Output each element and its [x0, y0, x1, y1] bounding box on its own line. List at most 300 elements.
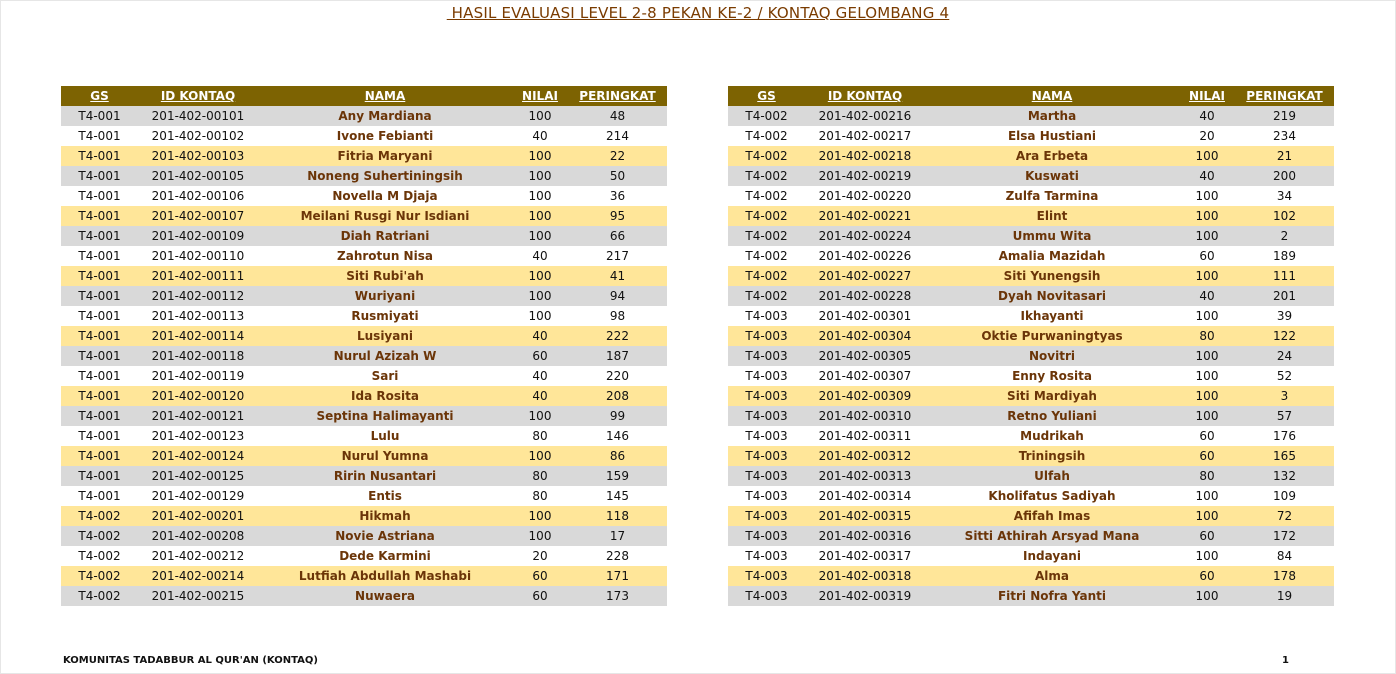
cell-nama: Fitria Maryani [258, 146, 512, 166]
cell-nama: Entis [258, 486, 512, 506]
cell-nama: Noneng Suhertiningsih [258, 166, 512, 186]
cell-nama: Oktie Purwaningtyas [925, 326, 1179, 346]
col-header-peringkat: PERINGKAT [568, 86, 667, 106]
table-row [61, 246, 667, 266]
cell-peringkat: 98 [568, 306, 667, 326]
cell-id-kontaq: 201-402-00319 [805, 586, 925, 606]
cell-nilai: 100 [1179, 586, 1235, 606]
cell-gs: T4-002 [728, 186, 805, 206]
cell-peringkat: 22 [568, 146, 667, 166]
cell-nama: Lutfiah Abdullah Mashabi [258, 566, 512, 586]
cell-gs: T4-003 [728, 366, 805, 386]
cell-peringkat: 200 [1235, 166, 1334, 186]
table-row [61, 426, 667, 446]
cell-nilai: 100 [512, 406, 568, 426]
cell-nilai: 60 [1179, 246, 1235, 266]
table-row [61, 506, 667, 526]
cell-id-kontaq: 201-402-00315 [805, 506, 925, 526]
cell-nama: Diah Ratriani [258, 226, 512, 246]
cell-nama: Any Mardiana [258, 106, 512, 126]
cell-id-kontaq: 201-402-00305 [805, 346, 925, 366]
cell-peringkat: 173 [568, 586, 667, 606]
cell-nilai: 100 [1179, 306, 1235, 326]
cell-gs: T4-001 [61, 106, 138, 126]
table-row [728, 166, 1334, 186]
col-header-nama: NAMA [258, 86, 512, 106]
col-header-peringkat: PERINGKAT [1235, 86, 1334, 106]
cell-nilai: 80 [1179, 466, 1235, 486]
cell-id-kontaq: 201-402-00114 [138, 326, 258, 346]
cell-nilai: 40 [1179, 166, 1235, 186]
cell-gs: T4-001 [61, 186, 138, 206]
cell-id-kontaq: 201-402-00201 [138, 506, 258, 526]
cell-nama: Elint [925, 206, 1179, 226]
cell-gs: T4-002 [728, 246, 805, 266]
cell-gs: T4-001 [61, 266, 138, 286]
cell-gs: T4-001 [61, 386, 138, 406]
cell-id-kontaq: 201-402-00227 [805, 266, 925, 286]
cell-id-kontaq: 201-402-00311 [805, 426, 925, 446]
cell-peringkat: 189 [1235, 246, 1334, 266]
col-header-nilai: NILAI [1179, 86, 1235, 106]
cell-peringkat: 222 [568, 326, 667, 346]
cell-nama: Fitri Nofra Yanti [925, 586, 1179, 606]
cell-nama: Kuswati [925, 166, 1179, 186]
cell-id-kontaq: 201-402-00125 [138, 466, 258, 486]
cell-nama: Nurul Yumna [258, 446, 512, 466]
cell-peringkat: 84 [1235, 546, 1334, 566]
cell-nama: Meilani Rusgi Nur Isdiani [258, 206, 512, 226]
cell-nama: Hikmah [258, 506, 512, 526]
cell-peringkat: 201 [1235, 286, 1334, 306]
table-row [728, 526, 1334, 546]
cell-id-kontaq: 201-402-00102 [138, 126, 258, 146]
cell-peringkat: 2 [1235, 226, 1334, 246]
cell-gs: T4-001 [61, 246, 138, 266]
cell-gs: T4-003 [728, 406, 805, 426]
cell-gs: T4-003 [728, 326, 805, 346]
cell-nilai: 20 [1179, 126, 1235, 146]
cell-id-kontaq: 201-402-00109 [138, 226, 258, 246]
cell-gs: T4-001 [61, 486, 138, 506]
cell-gs: T4-003 [728, 546, 805, 566]
cell-id-kontaq: 201-402-00224 [805, 226, 925, 246]
cell-nama: Retno Yuliani [925, 406, 1179, 426]
col-header-nilai: NILAI [512, 86, 568, 106]
cell-nama: Ida Rosita [258, 386, 512, 406]
cell-nilai: 100 [1179, 406, 1235, 426]
cell-nama: Sari [258, 366, 512, 386]
cell-peringkat: 219 [1235, 106, 1334, 126]
cell-nama: Triningsih [925, 446, 1179, 466]
cell-id-kontaq: 201-402-00219 [805, 166, 925, 186]
cell-nilai: 40 [512, 246, 568, 266]
cell-id-kontaq: 201-402-00103 [138, 146, 258, 166]
cell-nilai: 80 [512, 426, 568, 446]
cell-peringkat: 145 [568, 486, 667, 506]
cell-nama: Sitti Athirah Arsyad Mana [925, 526, 1179, 546]
cell-gs: T4-001 [61, 446, 138, 466]
cell-id-kontaq: 201-402-00226 [805, 246, 925, 266]
cell-nilai: 40 [512, 366, 568, 386]
cell-id-kontaq: 201-402-00304 [805, 326, 925, 346]
cell-nilai: 60 [512, 586, 568, 606]
cell-peringkat: 217 [568, 246, 667, 266]
cell-gs: T4-001 [61, 166, 138, 186]
cell-nilai: 60 [1179, 526, 1235, 546]
cell-peringkat: 95 [568, 206, 667, 226]
cell-gs: T4-001 [61, 126, 138, 146]
cell-id-kontaq: 201-402-00310 [805, 406, 925, 426]
table-row [61, 286, 667, 306]
cell-gs: T4-001 [61, 306, 138, 326]
cell-nama: Ummu Wita [925, 226, 1179, 246]
cell-nilai: 80 [1179, 326, 1235, 346]
table-header-row [728, 86, 1334, 106]
cell-peringkat: 52 [1235, 366, 1334, 386]
cell-peringkat: 86 [568, 446, 667, 466]
cell-id-kontaq: 201-402-00106 [138, 186, 258, 206]
footer-organization: KOMUNITAS TADABBUR AL QUR'AN (KONTAQ) [63, 655, 318, 666]
cell-nilai: 60 [512, 346, 568, 366]
cell-peringkat: 21 [1235, 146, 1334, 166]
cell-nama: Ikhayanti [925, 306, 1179, 326]
col-header-id-kontaq: ID KONTAQ [138, 86, 258, 106]
cell-id-kontaq: 201-402-00110 [138, 246, 258, 266]
cell-id-kontaq: 201-402-00318 [805, 566, 925, 586]
cell-nama: Novella M Djaja [258, 186, 512, 206]
table-row [61, 466, 667, 486]
cell-id-kontaq: 201-402-00218 [805, 146, 925, 166]
cell-peringkat: 102 [1235, 206, 1334, 226]
table-row [728, 406, 1334, 426]
cell-gs: T4-002 [728, 166, 805, 186]
cell-peringkat: 94 [568, 286, 667, 306]
cell-nilai: 100 [1179, 366, 1235, 386]
cell-nama: Kholifatus Sadiyah [925, 486, 1179, 506]
cell-nama: Siti Rubi'ah [258, 266, 512, 286]
table-row [728, 286, 1334, 306]
cell-gs: T4-003 [728, 506, 805, 526]
table-row [728, 106, 1334, 126]
page-title: HASIL EVALUASI LEVEL 2-8 PEKAN KE-2 / KONTAQ GELOMBANG 4 [446, 4, 950, 22]
page-number: 1 [1282, 655, 1289, 666]
cell-peringkat: 220 [568, 366, 667, 386]
cell-gs: T4-003 [728, 566, 805, 586]
table-row [61, 346, 667, 366]
cell-peringkat: 146 [568, 426, 667, 446]
cell-peringkat: 208 [568, 386, 667, 406]
cell-id-kontaq: 201-402-00309 [805, 386, 925, 406]
cell-peringkat: 171 [568, 566, 667, 586]
cell-gs: T4-001 [61, 346, 138, 366]
cell-nilai: 60 [1179, 446, 1235, 466]
cell-gs: T4-001 [61, 206, 138, 226]
table-row [61, 586, 667, 606]
cell-id-kontaq: 201-402-00221 [805, 206, 925, 226]
cell-nilai: 100 [512, 146, 568, 166]
cell-gs: T4-001 [61, 226, 138, 246]
cell-gs: T4-003 [728, 306, 805, 326]
cell-nama: Martha [925, 106, 1179, 126]
cell-nilai: 100 [512, 306, 568, 326]
cell-nama: Ivone Febianti [258, 126, 512, 146]
table-row [61, 206, 667, 226]
cell-nama: Septina Halimayanti [258, 406, 512, 426]
col-header-gs: GS [728, 86, 805, 106]
cell-nama: Elsa Hustiani [925, 126, 1179, 146]
right-table-body [728, 106, 1334, 606]
cell-peringkat: 214 [568, 126, 667, 146]
table-row [728, 366, 1334, 386]
table-row [61, 386, 667, 406]
cell-gs: T4-002 [61, 566, 138, 586]
table-row [728, 226, 1334, 246]
cell-nama: Amalia Mazidah [925, 246, 1179, 266]
col-header-gs: GS [61, 86, 138, 106]
right-results-table [728, 86, 1334, 606]
cell-gs: T4-002 [728, 226, 805, 246]
cell-nilai: 100 [512, 526, 568, 546]
table-row [61, 186, 667, 206]
cell-nilai: 100 [512, 506, 568, 526]
cell-nama: Nurul Azizah W [258, 346, 512, 366]
cell-id-kontaq: 201-402-00124 [138, 446, 258, 466]
cell-nama: Lulu [258, 426, 512, 446]
cell-gs: T4-002 [728, 126, 805, 146]
cell-id-kontaq: 201-402-00118 [138, 346, 258, 366]
cell-gs: T4-001 [61, 366, 138, 386]
cell-peringkat: 159 [568, 466, 667, 486]
cell-gs: T4-002 [728, 206, 805, 226]
cell-id-kontaq: 201-402-00317 [805, 546, 925, 566]
cell-nilai: 100 [1179, 486, 1235, 506]
table-row [61, 486, 667, 506]
cell-peringkat: 24 [1235, 346, 1334, 366]
cell-id-kontaq: 201-402-00208 [138, 526, 258, 546]
cell-gs: T4-002 [61, 506, 138, 526]
cell-peringkat: 48 [568, 106, 667, 126]
cell-nama: Siti Yunengsih [925, 266, 1179, 286]
cell-nama: Zulfa Tarmina [925, 186, 1179, 206]
cell-gs: T4-001 [61, 286, 138, 306]
cell-gs: T4-003 [728, 466, 805, 486]
cell-nama: Alma [925, 566, 1179, 586]
cell-nama: Ulfah [925, 466, 1179, 486]
table-row [61, 546, 667, 566]
cell-peringkat: 111 [1235, 266, 1334, 286]
cell-peringkat: 57 [1235, 406, 1334, 426]
cell-nama: Siti Mardiyah [925, 386, 1179, 406]
table-row [61, 566, 667, 586]
table-row [728, 566, 1334, 586]
table-row [728, 586, 1334, 606]
cell-id-kontaq: 201-402-00307 [805, 366, 925, 386]
cell-gs: T4-003 [728, 586, 805, 606]
table-row [61, 306, 667, 326]
cell-id-kontaq: 201-402-00107 [138, 206, 258, 226]
table-row [728, 146, 1334, 166]
cell-id-kontaq: 201-402-00313 [805, 466, 925, 486]
cell-nama: Mudrikah [925, 426, 1179, 446]
cell-gs: T4-003 [728, 346, 805, 366]
table-row [728, 186, 1334, 206]
cell-nilai: 40 [512, 126, 568, 146]
cell-id-kontaq: 201-402-00105 [138, 166, 258, 186]
cell-nama: Dede Karmini [258, 546, 512, 566]
cell-peringkat: 19 [1235, 586, 1334, 606]
cell-peringkat: 50 [568, 166, 667, 186]
left-table-body [61, 106, 667, 606]
cell-gs: T4-003 [728, 486, 805, 506]
cell-peringkat: 17 [568, 526, 667, 546]
table-header-row [61, 86, 667, 106]
cell-id-kontaq: 201-402-00112 [138, 286, 258, 306]
cell-gs: T4-003 [728, 386, 805, 406]
table-row [728, 326, 1334, 346]
cell-id-kontaq: 201-402-00301 [805, 306, 925, 326]
cell-gs: T4-003 [728, 446, 805, 466]
cell-id-kontaq: 201-402-00212 [138, 546, 258, 566]
cell-gs: T4-002 [61, 526, 138, 546]
cell-nilai: 100 [1179, 346, 1235, 366]
cell-id-kontaq: 201-402-00216 [805, 106, 925, 126]
cell-nama: Enny Rosita [925, 366, 1179, 386]
cell-gs: T4-002 [728, 146, 805, 166]
table-row [61, 166, 667, 186]
cell-nama: Lusiyani [258, 326, 512, 346]
cell-gs: T4-001 [61, 146, 138, 166]
cell-id-kontaq: 201-402-00111 [138, 266, 258, 286]
cell-nama: Novie Astriana [258, 526, 512, 546]
table-row [61, 406, 667, 426]
cell-nilai: 40 [1179, 286, 1235, 306]
cell-peringkat: 187 [568, 346, 667, 366]
cell-nilai: 40 [1179, 106, 1235, 126]
cell-id-kontaq: 201-402-00228 [805, 286, 925, 306]
cell-id-kontaq: 201-402-00316 [805, 526, 925, 546]
table-row [728, 506, 1334, 526]
cell-nilai: 100 [512, 226, 568, 246]
table-row [728, 446, 1334, 466]
cell-peringkat: 39 [1235, 306, 1334, 326]
cell-nilai: 40 [512, 326, 568, 346]
cell-id-kontaq: 201-402-00214 [138, 566, 258, 586]
cell-nilai: 100 [512, 286, 568, 306]
table-row [61, 326, 667, 346]
cell-nilai: 100 [1179, 186, 1235, 206]
table-row [728, 346, 1334, 366]
cell-gs: T4-002 [728, 286, 805, 306]
cell-nilai: 100 [1179, 546, 1235, 566]
cell-id-kontaq: 201-402-00113 [138, 306, 258, 326]
cell-gs: T4-001 [61, 406, 138, 426]
table-row [61, 526, 667, 546]
cell-peringkat: 3 [1235, 386, 1334, 406]
cell-peringkat: 178 [1235, 566, 1334, 586]
cell-id-kontaq: 201-402-00312 [805, 446, 925, 466]
cell-peringkat: 109 [1235, 486, 1334, 506]
cell-nilai: 60 [1179, 426, 1235, 446]
col-header-id-kontaq: ID KONTAQ [805, 86, 925, 106]
cell-nilai: 100 [1179, 226, 1235, 246]
cell-peringkat: 172 [1235, 526, 1334, 546]
table-row [728, 426, 1334, 446]
cell-peringkat: 132 [1235, 466, 1334, 486]
cell-peringkat: 234 [1235, 126, 1334, 146]
cell-nama: Indayani [925, 546, 1179, 566]
cell-nilai: 100 [512, 206, 568, 226]
table-row [61, 126, 667, 146]
table-row [728, 246, 1334, 266]
col-header-nama: NAMA [925, 86, 1179, 106]
cell-id-kontaq: 201-402-00129 [138, 486, 258, 506]
cell-id-kontaq: 201-402-00121 [138, 406, 258, 426]
cell-nilai: 100 [1179, 206, 1235, 226]
cell-gs: T4-003 [728, 526, 805, 546]
cell-nilai: 100 [512, 186, 568, 206]
cell-nilai: 100 [1179, 146, 1235, 166]
table-row [61, 146, 667, 166]
cell-peringkat: 66 [568, 226, 667, 246]
table-row [728, 126, 1334, 146]
cell-nilai: 60 [1179, 566, 1235, 586]
table-row [61, 266, 667, 286]
table-row [728, 546, 1334, 566]
table-row [61, 106, 667, 126]
cell-nilai: 100 [512, 106, 568, 126]
cell-nama: Ara Erbeta [925, 146, 1179, 166]
cell-nilai: 100 [1179, 506, 1235, 526]
cell-nilai: 100 [512, 446, 568, 466]
cell-nama: Zahrotun Nisa [258, 246, 512, 266]
cell-nama: Ririn Nusantari [258, 466, 512, 486]
cell-nilai: 100 [512, 166, 568, 186]
cell-gs: T4-002 [61, 586, 138, 606]
cell-peringkat: 72 [1235, 506, 1334, 526]
table-row [61, 226, 667, 246]
cell-id-kontaq: 201-402-00217 [805, 126, 925, 146]
cell-id-kontaq: 201-402-00101 [138, 106, 258, 126]
cell-nilai: 80 [512, 466, 568, 486]
cell-nama: Novitri [925, 346, 1179, 366]
cell-id-kontaq: 201-402-00220 [805, 186, 925, 206]
cell-gs: T4-001 [61, 426, 138, 446]
cell-nama: Rusmiyati [258, 306, 512, 326]
cell-peringkat: 41 [568, 266, 667, 286]
cell-nilai: 100 [512, 266, 568, 286]
table-row [728, 386, 1334, 406]
cell-id-kontaq: 201-402-00119 [138, 366, 258, 386]
table-row [728, 266, 1334, 286]
cell-nama: Afifah Imas [925, 506, 1179, 526]
cell-nilai: 80 [512, 486, 568, 506]
cell-gs: T4-003 [728, 426, 805, 446]
cell-peringkat: 165 [1235, 446, 1334, 466]
table-row [728, 486, 1334, 506]
cell-nilai: 100 [1179, 266, 1235, 286]
table-row [61, 446, 667, 466]
cell-id-kontaq: 201-402-00120 [138, 386, 258, 406]
cell-nilai: 20 [512, 546, 568, 566]
cell-id-kontaq: 201-402-00123 [138, 426, 258, 446]
cell-nama: Wuriyani [258, 286, 512, 306]
cell-gs: T4-001 [61, 326, 138, 346]
cell-id-kontaq: 201-402-00314 [805, 486, 925, 506]
cell-peringkat: 176 [1235, 426, 1334, 446]
table-row [728, 466, 1334, 486]
cell-nama: Nuwaera [258, 586, 512, 606]
